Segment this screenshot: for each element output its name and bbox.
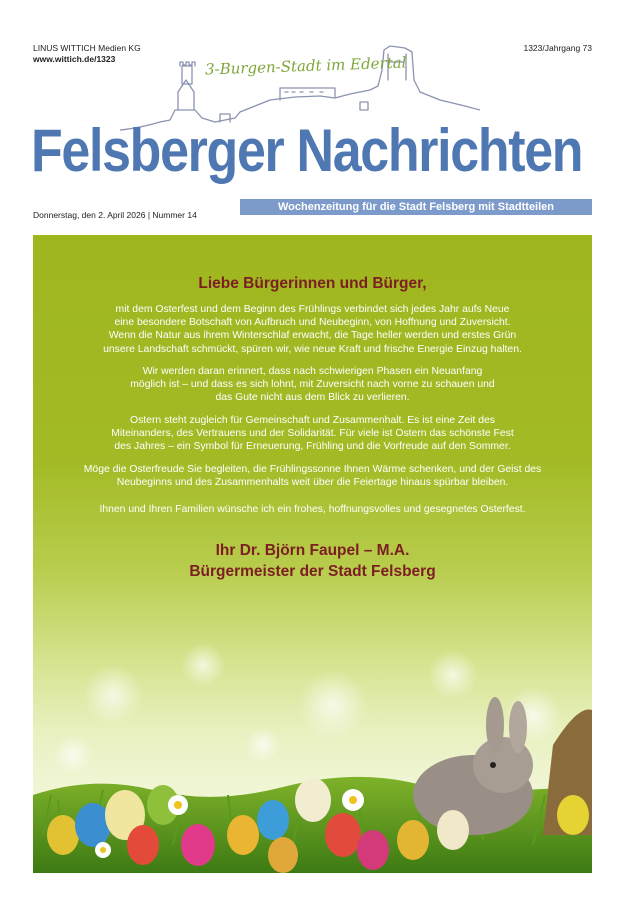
letter-paragraph-1 <box>47 303 578 356</box>
letter-greeting: Liebe Bürgerinnen und Bürger, <box>198 275 427 292</box>
letter-line: das Gute nicht aus dem Blick zu verlieren. <box>215 392 410 404</box>
letter-line: Wir werden daran erinnert, dass nach schwierigen Phasen ein Neuanfang <box>142 366 483 377</box>
easter-cover <box>33 235 592 873</box>
letter-line: Möge die Osterfreude Sie begleiten, die Frühlingssonne Ihnen Wärme schenken, und der Geist des <box>83 464 542 475</box>
letter-line: des Jahres – ein Symbol für Erneuerung, Frühling und die Vorfreude auf den Sommer. <box>114 441 511 453</box>
bunny <box>413 697 533 835</box>
letter-line: unsere Landschaft schmückt, spüren wir, wie neue Kraft und frische Energie Einzug halten. <box>103 343 522 355</box>
tagline-bar: Wochenzeitung für die Stadt Felsberg mit Stadtteilen <box>240 199 592 215</box>
signature-title: Bürgermeister der Stadt Felsberg <box>189 563 436 580</box>
letter-line: Ihnen und Ihren Familien wünsche ich ein frohes, hoffnungsvolles und gesegnetes Osterfest. <box>99 504 526 515</box>
newspaper-title: Felsberger Nachrichten <box>31 117 583 184</box>
signature-name: Ihr Dr. Björn Faupel – M.A. <box>215 542 410 559</box>
town-slogan: 3-Burgen-Stadt im Edertal <box>204 53 407 79</box>
issue-dateline: Donnerstag, den 2. April 2026 | Nummer 14 <box>33 210 197 220</box>
letter-line: eine besondere Botschaft von Aufbruch und Neubeginn, von Hoffnung und Zuversicht. <box>114 317 511 329</box>
letter-paragraph-5 <box>47 503 578 516</box>
letter-line: Neubeginns und des Zusammenhalts weit über die Feiertage hinaus spürbar bleiben. <box>116 477 509 489</box>
letter-line: möglich ist – und dass es sich lohnt, mit Zuversicht nach vorne zu schauen und <box>130 379 495 391</box>
letter-paragraph-3 <box>47 414 578 454</box>
letter-line: Wenn die Natur aus ihrem Winterschlaf erwacht, die Tage heller werden und erstes Grün <box>108 330 517 342</box>
issue-number: 1323/Jahrgang 73 <box>523 43 592 53</box>
letter-line: Ostern steht zugleich für Gemeinschaft und Zusammenhalt. Es ist eine Zeit des <box>130 415 495 426</box>
letter-line: mit dem Osterfest und dem Beginn des Frühlings verbindet sich jedes Jahr aufs Neue <box>115 304 510 315</box>
publisher-name: LINUS WITTICH Medien KG <box>33 43 141 53</box>
letter-paragraph-2 <box>47 365 578 405</box>
publisher-website[interactable]: www.wittich.de/1323 <box>33 54 116 64</box>
letter-paragraph-4 <box>47 463 578 489</box>
letter-line: Miteinanders, des Vertrauens und der Solidarität. Für viele ist Ostern das schönste Fest <box>111 428 514 440</box>
